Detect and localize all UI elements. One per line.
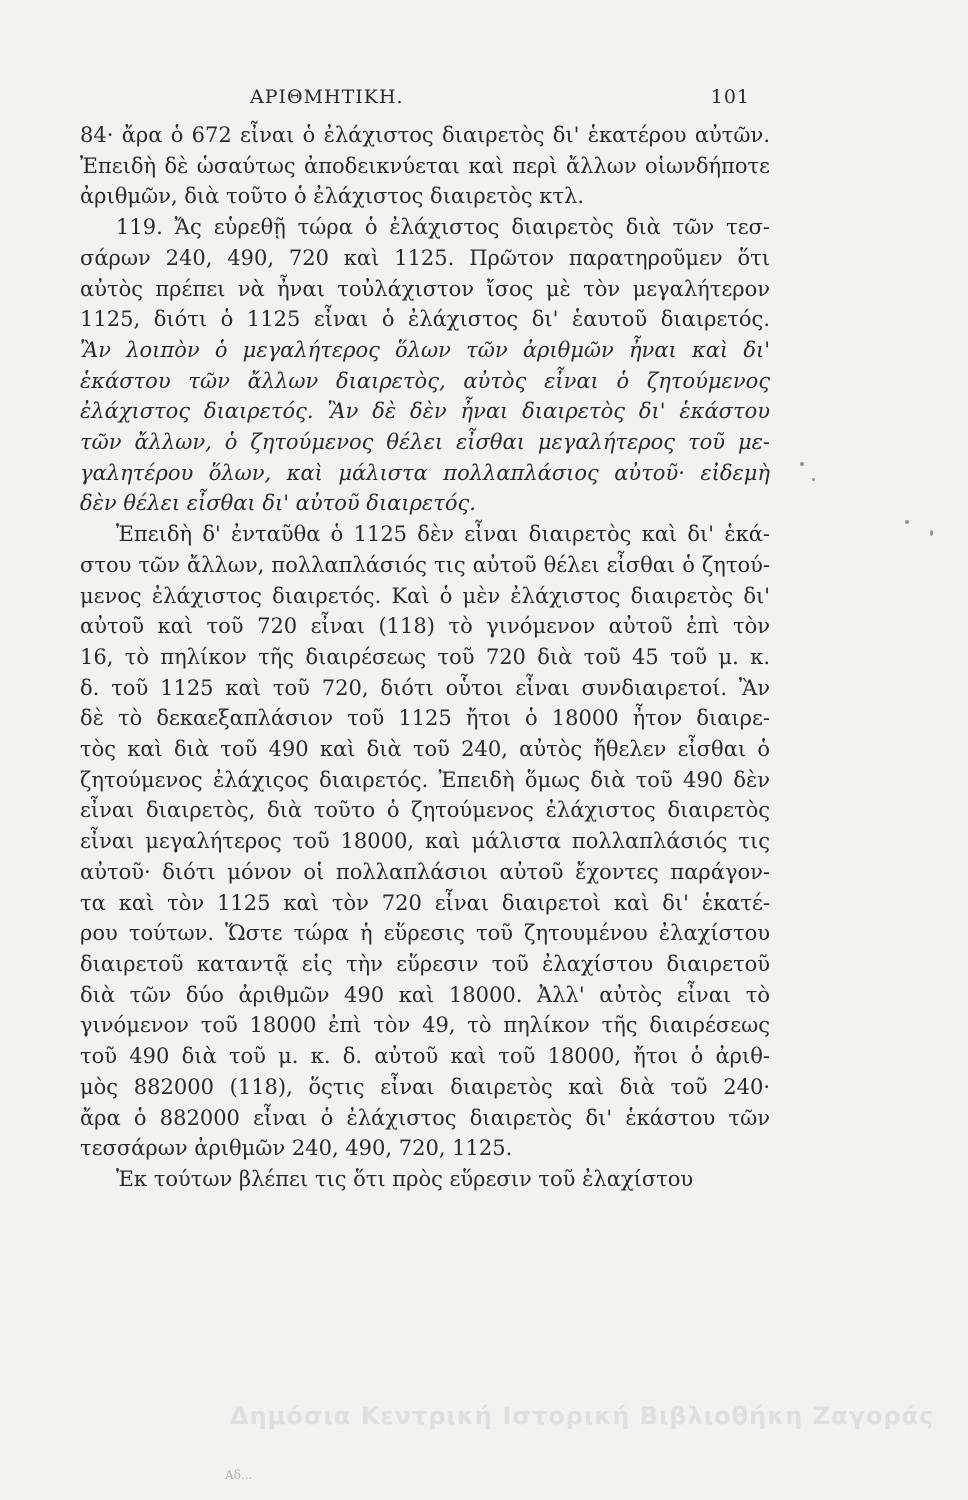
running-header (250, 86, 750, 116)
text-line: εἶναι μεγαλήτερος τοῦ 18000, καὶ μάλιστα πολλαπλάσιός τις (80, 829, 770, 854)
ink-speck (930, 530, 933, 536)
text-line: Ἐπειδὴ δὲ ὡσαύτως ἀποδεικνύεται καὶ περὶ ἄλλων οἱωνδήποτε (80, 153, 770, 178)
body-text (80, 120, 770, 1195)
text-line: 119. Ἄς εὑρεθῇ τώρα ὁ ἐλάχιστος διαιρετὸς διὰ τῶν τεσ- (116, 215, 770, 240)
text-line: ἐλάχιστος διαιρετός. Ἂν δὲ δὲν ἦναι διαιρετὸς δι' ἑκάστου (80, 399, 770, 424)
text-line: Ἐκ τούτων βλέπει τις ὅτι πρὸς εὕρεσιν τοῦ ἐλαχίστου (116, 1166, 694, 1191)
text-line: σάρων 240, 490, 720 καὶ 1125. Πρῶτον παρατηροῦμεν ὅτι (80, 245, 770, 270)
text-line: διὰ τῶν δύο ἀριθμῶν 490 καὶ 18000. Ἀλλ' αὐτὸς εἶναι τὸ (80, 982, 770, 1007)
text-line: τὸς καὶ διὰ τοῦ 490 καὶ διὰ τοῦ 240, αὐτὸς ἤθελεν εἶσθαι ὁ (80, 737, 770, 762)
text-line: 84· ἄρα ὁ 672 εἶναι ὁ ἐλάχιστος διαιρετὸς δι' ἑκατέρου αὐτῶν. (80, 123, 770, 147)
library-watermark: Δημόσια Κεντρική Ιστορική Βιβλιοθήκη Ζαγοράς (230, 1402, 935, 1430)
text-line: διαιρετοῦ καταντᾷ εἰς τὴν εὕρεσιν τοῦ ἐλαχίστου διαιρετοῦ (80, 951, 770, 976)
text-line: τεσσάρων ἀριθμῶν 240, 490, 720, 1125. (80, 1136, 513, 1161)
text-line: Ἂν λοιπὸν ὁ μεγαλήτερος ὅλων τῶν ἀριθμῶν ἦναι καὶ δι' (80, 337, 770, 362)
text-line: δὲν θέλει εἶσθαι δι' αὐτοῦ διαιρετός. (80, 491, 476, 516)
text-line: δὲ τὸ δεκαεξαπλάσιον τοῦ 1125 ἤτοι ὁ 18000 ἦτον διαιρε- (80, 706, 770, 731)
text-line: εἶναι διαιρετὸς, διὰ τοῦτο ὁ ζητούμενος ἐλάχιστος διαιρετὸς (80, 798, 770, 823)
text-line: ἑκάστου τῶν ἄλλων διαιρετὸς, αὐτὸς εἶναι ὁ ζητούμενος (80, 368, 770, 393)
text-line: ζητούμενος ἐλάχιςος διαιρετός. Ἐπειδὴ ὅμως διὰ τοῦ 490 δὲν (80, 767, 770, 792)
text-line: ἄρα ὁ 882000 εἶναι ὁ ἐλάχιστος διαιρετὸς δι' ἑκάστου τῶν (80, 1105, 770, 1130)
text-line: τῶν ἄλλων, ὁ ζητούμενος θέλει εἶσθαι μεγαλήτερος τοῦ με- (80, 430, 770, 455)
text-line: τα καὶ τὸν 1125 καὶ τὸν 720 εἶναι διαιρετοὶ καὶ δι' ἑκατέ- (80, 890, 770, 915)
text-line: ἀριθμῶν, διὰ τοῦτο ὁ ἐλάχιστος διαιρετὸς κτλ. (80, 184, 584, 209)
text-line: αὐτὸς πρέπει νὰ ἦναι τοὐλάχιστον ἴσος μὲ τὸν μεγαλήτερον (80, 276, 770, 301)
text-line: γινόμενον τοῦ 18000 ἐπὶ τὸν 49, τὸ πηλίκον τῆς διαιρέσεως (80, 1013, 770, 1038)
text-line: μενος ἐλάχιστος διαιρετός. Καὶ ὁ μὲν ἐλάχιστος διαιρετὸς δι' (80, 583, 770, 608)
ink-speck (800, 462, 804, 466)
text-line: Ἐπειδὴ δ' ἐνταῦθα ὁ 1125 δὲν εἶναι διαιρετὸς καὶ δι' ἑκά- (116, 522, 770, 547)
ink-speck (905, 520, 909, 524)
text-line: 1125, διότι ὁ 1125 εἶναι ὁ ἐλάχιστος δι' ἑαυτοῦ διαιρετός. (80, 307, 770, 332)
text-line: στου τῶν ἄλλων, πολλαπλάσιός τις αὐτοῦ θέλει εἶσθαι ὁ ζητού- (80, 552, 770, 577)
text-line: ρου τούτων. Ὥστε τώρα ἡ εὕρεσις τοῦ ζητουμένου ἐλαχίστου (80, 921, 770, 946)
text-line: αὐτοῦ· διότι μόνον οἱ πολλαπλάσιοι αὐτοῦ ἔχοντες παράγον- (80, 859, 770, 884)
bottom-smudge-text: Αδ... (225, 1468, 253, 1482)
ink-speck (812, 478, 815, 481)
text-line: αὐτοῦ καὶ τοῦ 720 εἶναι (118) τὸ γινόμενον αὐτοῦ ἐπὶ τὸν (80, 614, 770, 639)
text-line: μὸς 882000 (118), ὅςτις εἶναι διαιρετὸς καὶ διὰ τοῦ 240· (80, 1074, 770, 1099)
header-title: ΑΡΙΘΜΗΤΙΚΗ. (250, 86, 404, 108)
text-line: γαλητέρου ὅλων, καὶ μάλιστα πολλαπλάσιος αὐτοῦ· εἰδεμὴ (80, 460, 770, 485)
text-line: τοῦ 490 διὰ τοῦ μ. κ. δ. αὐτοῦ καὶ τοῦ 18000, ἤτοι ὁ ἀριθ- (80, 1044, 770, 1069)
text-line: 16, τὸ πηλίκον τῆς διαιρέσεως τοῦ 720 διὰ τοῦ 45 τοῦ μ. κ. (80, 644, 770, 669)
page-number: 101 (710, 86, 750, 108)
text-line: δ. τοῦ 1125 καὶ τοῦ 720, διότι οὗτοι εἶναι συνδιαιρετοί. Ἂν (80, 675, 770, 700)
